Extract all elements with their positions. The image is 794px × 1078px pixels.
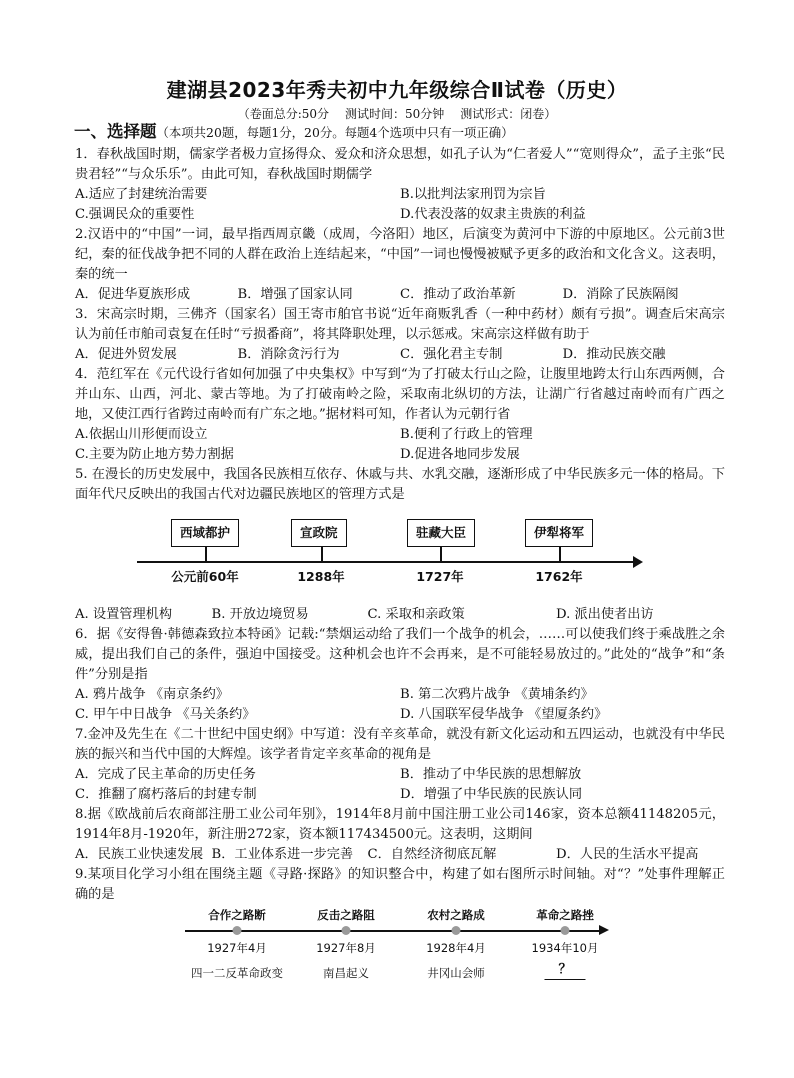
questions: [75, 145, 725, 987]
question-5: [75, 465, 725, 625]
test-form: 测试形式：闭卷）: [460, 107, 557, 121]
options: [75, 685, 725, 725]
arrow-right-icon: [599, 925, 609, 935]
option-a[interactable]: A. 鸦片战争 《南京条约》: [75, 687, 229, 702]
question-stem: 7.金冲及先生在《二十世纪中国史纲》中写道：没有辛亥革命，就没有新文化运动和五四运动，也就没有中华民族的振兴和当代中国的大辉煌。该学者肯定辛亥革命的视角是: [75, 727, 725, 762]
question-stem: 6．据《安得鲁·韩德森致拉本特函》记载:“禁烟运动给了我们一个战争的机会，……可以使我们终于乘战胜之余威，提出我们自己的条件，强迫中国接受。这种机会也许不会再来，是不可能轻易放过的。”此处的“战争”和“条件”分别是指: [75, 627, 725, 682]
option-a[interactable]: A.依据山川形便而设立: [75, 427, 208, 442]
option-b[interactable]: B．消除贪污行为: [237, 347, 340, 362]
option-d[interactable]: D.促进各地同步发展: [400, 447, 520, 462]
options: [75, 845, 725, 865]
option-a[interactable]: A．完成了民主革命的历史任务: [75, 767, 256, 782]
timeline-border-management: [75, 505, 725, 605]
option-d[interactable]: D．消除了民族隔阂: [562, 287, 679, 302]
options: [75, 765, 725, 805]
timeline-tick: [559, 547, 561, 562]
option-d[interactable]: D．人民的生活水平提高: [556, 847, 699, 862]
option-d[interactable]: D. 派出使者出访: [556, 607, 654, 622]
option-c[interactable]: C．自然经济彻底瓦解: [367, 847, 497, 862]
question-stem: 5. 在漫长的历史发展中，我国各民族相互依存、休戚与共、水乳交融，逐渐形成了中华民族多元一体的格局。下面年代尺反映出的我国古代对边疆民族地区的管理方式是: [75, 467, 725, 502]
option-c[interactable]: C.主要为防止地方势力割据: [75, 447, 234, 462]
timeline-year: 1727年: [416, 569, 464, 584]
total-score: （卷面总分:50分: [237, 107, 330, 121]
timeline-label: 反击之路阻: [317, 908, 375, 922]
timeline-date: 1934年10月: [531, 941, 599, 955]
question-1: [75, 145, 725, 225]
timeline-label: 农村之路成: [427, 908, 485, 922]
timeline-dot: [452, 926, 461, 935]
exam-info: [0, 106, 794, 122]
option-d[interactable]: D．增强了中华民族的民族认同: [400, 787, 583, 802]
exam-title: 建湖县2023年秀夫初中九年级综合Ⅱ试卷（历史）: [166, 78, 628, 102]
option-a[interactable]: A．促进华夏族形成: [75, 287, 191, 302]
timeline-axis: [137, 561, 637, 563]
section-name: 一、选择题: [74, 122, 157, 141]
timeline-tick: [205, 547, 207, 562]
timeline-box: 西域都护: [171, 519, 239, 547]
timeline-label: 合作之路断: [208, 908, 266, 922]
timeline-year: 1288年: [297, 569, 345, 584]
option-d[interactable]: D．推动民族交融: [562, 347, 666, 362]
timeline-event: 井冈山会师: [427, 966, 485, 980]
option-b[interactable]: B．增强了国家认同: [237, 287, 353, 302]
options: [75, 345, 725, 365]
options: [75, 285, 725, 305]
option-c[interactable]: C．推翻了腐朽落后的封建专制: [75, 787, 257, 802]
option-c[interactable]: C. 甲午中日战争 《马关条约》: [75, 707, 256, 722]
section-note: （本项共20题，每题1分，20分。每题4个选项中只有一项正确）: [156, 125, 514, 140]
arrow-right-icon: [633, 556, 643, 568]
question-3: [75, 305, 725, 365]
timeline-tick: [321, 547, 323, 562]
options: [75, 185, 725, 225]
option-b[interactable]: B. 第二次鸦片战争 《黄埔条约》: [400, 687, 594, 702]
question-stem: 1．春秋战国时期，儒家学者极力宣扬得众、爱众和济众思想，如孔子认为“仁者爱人”“宽则得众”，孟子主张“民贵君轻”“与众乐乐”。由此可知，春秋战国时期儒学: [75, 147, 725, 182]
timeline-event: 南昌起义: [323, 966, 369, 980]
question-stem: 3．宋高宗时期，三佛齐（国家名）国王寄市舶官书说“近年商贩乳香（一种中药材）颇有亏损”。调查后宋高宗认为前任市舶司袁复在任时“亏损番商”，将其降职处理，以示惩戒。宋高宗这样做有助于: [75, 307, 725, 342]
option-a[interactable]: A.适应了封建统治需要: [75, 187, 208, 202]
question-stem: 2.汉语中的“中国”一词，最早指西周京畿（成周，今洛阳）地区，后演变为黄河中下游的中原地区。公元前3世纪，秦的征伐战争把不同的人群在政治上连结起来，“中国”一词也慢慢被赋予更多的政治和文化含义。这表明，秦的统一: [75, 227, 725, 282]
option-c[interactable]: C．强化君主专制: [400, 347, 503, 362]
timeline-box: 伊犁将军: [525, 519, 593, 547]
timeline-date: 1928年4月: [426, 941, 486, 955]
test-time: 测试时间：50分钟: [345, 107, 445, 121]
options: [75, 425, 725, 465]
timeline-date: 1927年4月: [207, 941, 267, 955]
option-a[interactable]: A. 设置管理机构: [75, 607, 173, 622]
question-7: [75, 725, 725, 805]
timeline-revolution-path: [75, 905, 725, 987]
timeline-event: 四一二反革命政变: [191, 966, 283, 980]
timeline-date: 1927年8月: [316, 941, 376, 955]
timeline-year: 1762年: [535, 569, 583, 584]
option-c[interactable]: C．推动了政治革新: [400, 287, 516, 302]
timeline-dot: [561, 926, 570, 935]
question-6: [75, 625, 725, 725]
option-b[interactable]: B.便利了行政上的管理: [400, 427, 533, 442]
timeline-box: 宣政院: [291, 519, 347, 547]
timeline-unknown-event: ？: [544, 961, 585, 980]
timeline-box: 驻藏大臣: [407, 519, 475, 547]
timeline-tick: [440, 547, 442, 562]
option-b[interactable]: B.以批判法家刑罚为宗旨: [400, 187, 546, 202]
timeline-year: 公元前60年: [171, 569, 239, 584]
question-8: [75, 805, 725, 865]
timeline-dot: [233, 926, 242, 935]
option-b[interactable]: B．工业体系进一步完善: [211, 847, 354, 862]
question-stem: 8.据《欧战前后农商部注册工业公司年别》，1914年8月前中国注册工业公司146家，资本总额41148205元，1914年8月-1920年，新注册272家，资本额117434500元。这表明，这期间: [75, 807, 725, 842]
timeline-dot: [342, 926, 351, 935]
timeline-label: 革命之路挫: [536, 908, 594, 922]
option-c[interactable]: C.强调民众的重要性: [75, 207, 195, 222]
question-stem: 9.某项目化学习小组在围绕主题《寻路·探路》的知识整合中，构建了如右图所示时间轴。对“？”处事件理解正确的是: [75, 867, 725, 902]
option-b[interactable]: B．推动了中华民族的思想解放: [400, 767, 582, 782]
question-4: [75, 365, 725, 465]
option-c[interactable]: C. 采取和亲政策: [367, 607, 465, 622]
option-d[interactable]: D. 八国联军侵华战争 《望厦条约》: [400, 707, 608, 722]
question-2: [75, 225, 725, 305]
question-9: [75, 865, 725, 987]
option-a[interactable]: A．民族工业快速发展: [75, 847, 204, 862]
options: [75, 605, 725, 625]
question-stem: 4．范红军在《元代设行省如何加强了中央集权》中写到“为了打破太行山之险，让腹里地跨太行山东西两侧，合并山东、山西，河北、蒙古等地。为了打破南岭之险，采取南北纵切的方法，让湖广行省越过南岭而有广西之地，又使江西行省跨过南岭而有广东之地。”据材料可知，作者认为元朝行省: [75, 367, 725, 422]
option-d[interactable]: D.代表没落的奴隶主贵族的利益: [400, 207, 586, 222]
option-a[interactable]: A．促进外贸发展: [75, 347, 177, 362]
section-heading: [74, 122, 774, 143]
option-b[interactable]: B. 开放边境贸易: [211, 607, 309, 622]
timeline-axis: [185, 930, 603, 932]
